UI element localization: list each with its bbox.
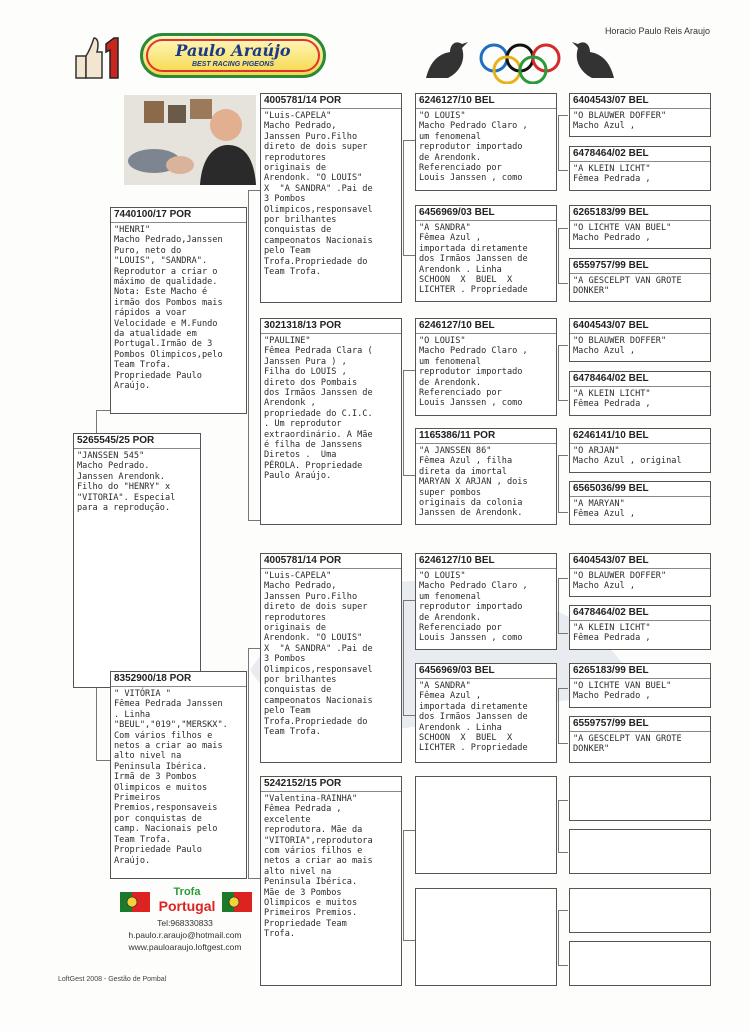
pigeon-description: "A MARYAN" Fêmea Azul , [573, 499, 636, 520]
ring-number: 6456969/03 BEL [416, 206, 556, 221]
pigeon-description: "Valentina-RAINHA" Fêmea Pedrada , excelente reprodutora. Mãe da "VITORIA",reprodutora com vários filhos e netos a criar ao mais alto nivel na Peninsula Ibérica. Mãe de 3 Pombos Olimpicos e muitos Primeiros Premios. Propriedade Team Trofa. [264, 794, 373, 940]
pedigree-g9 [569, 553, 711, 597]
pigeon-description: "A KLEIN LICHT" Fêmea Pedrada , [573, 623, 651, 644]
contact-website[interactable]: www.pauloaraujo.loftgest.com [128, 942, 242, 952]
pigeon-description: "O LOUIS" Macho Pedrado Claro , um fenomenal reprodutor importado de Arendonk. Referenciado por Louis Janssen , como [419, 336, 528, 409]
pedigree-g5 [569, 318, 711, 362]
pigeon-description: " VITÓRIA " Fêmea Pedrada Janssen . Linha "BEUL","019","MERSKX". Com vários filhos e netos a criar ao mais alto nivel na Peninsula Ibérica. Irmã de 3 Pombos Olimpicos e muitos Primeiros Premios,responsaveis por conquistas de camp. Nacionais pelo Team Trofa. Propriedade Paulo Araújo. [114, 689, 228, 866]
pedigree-g7 [569, 428, 711, 473]
ring-number: 1165386/11 POR [416, 429, 556, 444]
ring-number: 6246127/10 BEL [416, 554, 556, 569]
ring-number: 8352900/18 POR [111, 672, 246, 687]
pedigree-dam [110, 671, 247, 879]
owner-name: Horacio Paulo Reis Araujo [604, 26, 710, 36]
ring-number: 6246127/10 BEL [416, 319, 556, 334]
ring-number: 5265545/25 POR [74, 434, 200, 449]
pigeon-description: "JANSSEN 545" Macho Pedrado. Janssen Arendonk. Filho do "HENRY" x "VITORIA". Especial para a reprodução. [77, 451, 176, 514]
brand-logo-subtitle: BEST RACING PIGEONS [191, 61, 275, 68]
pedigree-ssd [415, 205, 557, 302]
pigeon-description: "O BLAUWER DOFFER" Macho Azul , [573, 111, 667, 132]
ring-number: 6559757/99 BEL [570, 717, 710, 732]
contact-country: Portugal [158, 898, 216, 914]
pigeon-description: "Luis-CAPELA" Macho Pedrado, Janssen Puro.Filho direto de dois super reprodutores originais de Arendonk. "O LOUIS" X "A SANDRA" .Pai de 3 Pombos Olimpicos,responsavel por brilhantes conquistas de campeonatos Nacionais pelo Team Trofa.Propriedade do Team Trofa. [264, 571, 373, 738]
pedigree-sire [110, 207, 247, 414]
ring-number: 6478464/02 BEL [570, 372, 710, 387]
pedigree-dds-empty [415, 776, 557, 874]
pedigree-g13-empty [569, 776, 711, 821]
pedigree-ddd-empty [415, 888, 557, 986]
pedigree-g3 [569, 205, 711, 249]
pigeon-description: "A SANDRA" Fêmea Azul , importada diretamente dos Irmãos Janssen de Arendonk . Linha SCHOON X BUEL X LICHTER . Propriedade [419, 223, 528, 296]
pedigree-g12 [569, 716, 711, 763]
ring-number: 6265183/99 BEL [570, 664, 710, 679]
pigeon-description: "A KLEIN LICHT" Fêmea Pedrada , [573, 389, 651, 410]
pedigree-sire-dam [260, 318, 402, 525]
pigeon-description: "A KLEIN LICHT" Fêmea Pedrada , [573, 164, 651, 185]
ring-number: 4005781/14 POR [261, 94, 401, 109]
footer-text: LoftGest 2008 - Gestão de Pombal [58, 976, 167, 983]
olympic-pigeons-logo [420, 26, 620, 84]
ring-number: 7440100/17 POR [111, 208, 246, 223]
ring-number: 6246141/10 BEL [570, 429, 710, 444]
ring-number: 6565036/99 BEL [570, 482, 710, 497]
pedigree-g2 [569, 146, 711, 191]
ring-number: 6404543/07 BEL [570, 554, 710, 569]
brand-logo [140, 33, 326, 78]
pigeon-description: "O BLAUWER DOFFER" Macho Azul , [573, 571, 667, 592]
pedigree-g10 [569, 605, 711, 650]
pigeon-description: "A SANDRA" Fêmea Azul , importada diretamente dos Irmãos Janssen de Arendonk . Linha SCHOON X BUEL X LICHTER . Propriedade [419, 681, 528, 754]
pigeon-description: "O LOUIS" Macho Pedrado Claro , um fenomenal reprodutor importado de Arendonk. Referenciado por Louis Janssen , como [419, 571, 528, 644]
ring-number: 4005781/14 POR [261, 554, 401, 569]
pedigree-g15-empty [569, 888, 711, 933]
pigeon-description: "O LICHTE VAN BUEL" Macho Pedrado , [573, 223, 672, 244]
ring-number: 6265183/99 BEL [570, 206, 710, 221]
brand-logo-title: Paulo Araújo [175, 41, 291, 60]
ring-number: 6478464/02 BEL [570, 147, 710, 162]
ring-number: 6559757/99 BEL [570, 259, 710, 274]
contact-email[interactable]: h.paulo.r.araujo@hotmail.com [128, 930, 242, 940]
pedigree-dam-sire [260, 553, 402, 763]
pigeon-description: "O LOUIS" Macho Pedrado Claro , um fenomenal reprodutor importado de Arendonk. Referenciado por Louis Janssen , como [419, 111, 528, 184]
pigeon-description: "A GESCELPT VAN GROTE DONKER" [573, 734, 682, 755]
pedigree-g14-empty [569, 829, 711, 874]
pigeon-description: "HENRI" Macho Pedrado,Janssen Puro, neto do "LOUIS", "SANDRA". Reprodutor a criar o máximo de qualidade. Nota: Este Macho é irmão dos Pombos mais rápidos a voar Velocidade e M.Fundo da atualidade em Portugal.Irmão de 3 Pombos Olimpicos,pelo Team Trofa. Propriedade Paulo Araújo. [114, 225, 223, 392]
pigeon-description: "O LICHTE VAN BUEL" Macho Pedrado , [573, 681, 672, 702]
pedigree-sdd [415, 428, 557, 525]
pedigree-subject [73, 433, 201, 688]
pedigree-g8 [569, 481, 711, 525]
pedigree-sire-sire [260, 93, 402, 303]
pedigree-sds [415, 318, 557, 416]
ring-number: 6456969/03 BEL [416, 664, 556, 679]
ring-number: 6478464/02 BEL [570, 606, 710, 621]
pedigree-sss [415, 93, 557, 191]
pedigree-dsd [415, 663, 557, 763]
pigeon-description: "O BLAUWER DOFFER" Macho Azul , [573, 336, 667, 357]
thumbs-up-number-one-icon [72, 34, 122, 80]
pigeon-description: "Luis-CAPELA" Macho Pedrado, Janssen Puro.Filho direto de dois super reprodutores originais de Arendonk. "O LOUIS" X "A SANDRA" .Pai de 3 Pombos Olimpicos,responsavel por brilhantes conquistas de campeonatos Nacionais pelo Team Trofa.Propriedade do Team Trofa. [264, 111, 373, 278]
ring-number: 6246127/10 BEL [416, 94, 556, 109]
ring-number: 3021318/13 POR [261, 319, 401, 334]
ring-number: 6404543/07 BEL [570, 319, 710, 334]
pigeon-description: "A GESCELPT VAN GROTE DONKER" [573, 276, 682, 297]
pedigree-g6 [569, 371, 711, 416]
pedigree-dam-dam [260, 776, 402, 986]
ring-number: 5242152/15 POR [261, 777, 401, 792]
pedigree-g16-empty [569, 941, 711, 986]
pigeon-description: "PAULINE" Fêmea Pedrada Clara ( Janssen Pura ) , Filha do LOUIS , direto dos Pombais dos Irmãos Janssen de Arendonk , propriedade do C.I.C. . Um reprodutor extraordinário. A Mãe é filha de Janssens Diretos . Uma PÉROLA. Propriedade Paulo Araújo. [264, 336, 373, 482]
ring-number: 6404543/07 BEL [570, 94, 710, 109]
pigeon-description: "O ARJAN" Macho Azul , original [573, 446, 682, 467]
pedigree-dss [415, 553, 557, 650]
pigeon-description: "A JANSSEN 86" Fêmea Azul , filha direta da imortal MARYAN X ARJAN , dois super pombos originais da colonia Janssen de Arendonk. [419, 446, 528, 519]
pedigree-g1 [569, 93, 711, 137]
contact-phone: Tel:968330833 [157, 918, 213, 928]
pedigree-g4 [569, 258, 711, 302]
pedigree-g11 [569, 663, 711, 708]
owner-photo [124, 95, 256, 185]
contact-city: Trofa [173, 886, 201, 898]
